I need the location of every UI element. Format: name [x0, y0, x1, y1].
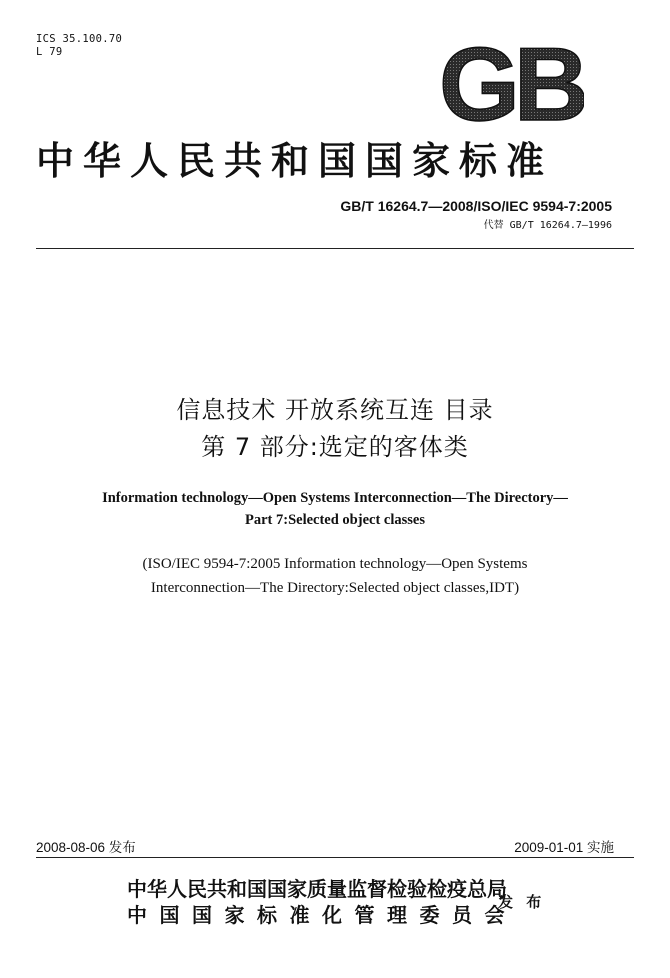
iso-reference-line2: Interconnection—The Directory:Selected object classes,IDT): [150, 580, 520, 596]
header-divider: [36, 248, 634, 249]
publish-label: 发 布: [498, 893, 546, 911]
replaces-note: 代替 GB/T 16264.7—1996: [483, 220, 612, 231]
implementation-date: 2009-01-01 实施: [514, 840, 614, 855]
classification-codes: [36, 33, 122, 59]
national-standard-title: 中华人民共和国国家标准: [36, 138, 554, 183]
issuer-aqsiq: 中华人民共和国国家质量监督检验检疫总局: [127, 877, 507, 901]
chinese-title-line2: 第 7 部分:选定的客体类: [201, 433, 469, 461]
issuer-sac: 中国国家标准化管理委员会: [127, 903, 517, 927]
issue-date: 2008-08-06 发布: [36, 840, 136, 855]
gb-logo: [438, 40, 584, 128]
issuing-authorities: [127, 876, 517, 928]
english-title-line1: Information technology—Open Systems Interconnection—The Directory—: [102, 490, 568, 506]
ccs-code: L 79: [36, 46, 63, 58]
standard-number: GB/T 16264.7—2008/ISO/IEC 9594-7:2005: [340, 198, 612, 214]
english-title-line2: Part 7:Selected object classes: [245, 512, 425, 528]
ics-code: ICS 35.100.70: [36, 33, 123, 45]
footer-divider: [36, 857, 634, 858]
chinese-title-line1: 信息技术 开放系统互连 目录: [176, 396, 494, 424]
gb-logo-text: GB: [439, 40, 583, 128]
iso-reference-line1: (ISO/IEC 9594-7:2005 Information technology—Open Systems: [142, 556, 528, 572]
